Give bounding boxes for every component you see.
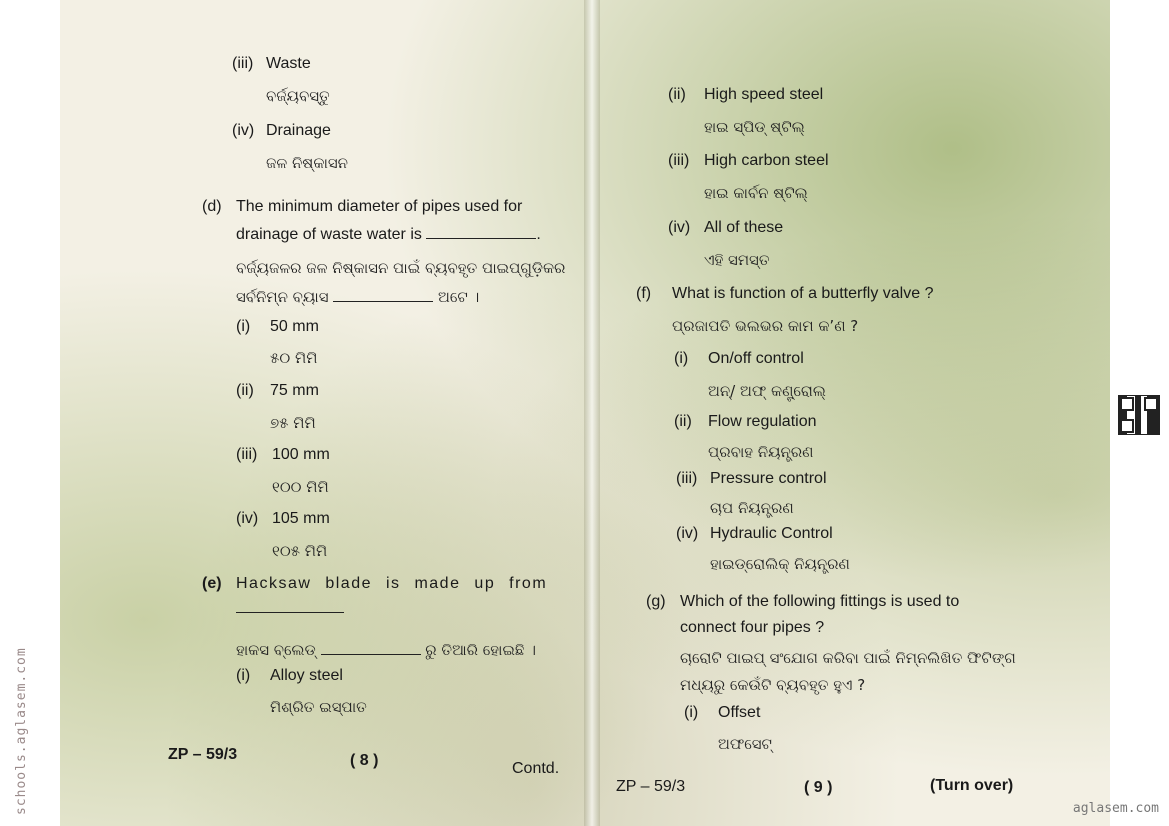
question-text-odia (236, 287, 479, 307)
option-label: (i) (236, 318, 251, 335)
option-label: (iii) (668, 152, 690, 169)
option-text: Offset (718, 704, 761, 721)
question-text: drainage of waste water is . (236, 226, 541, 243)
page-number: ( 8 ) (350, 752, 379, 769)
option-text: Alloy steel (270, 667, 343, 684)
question-text-odia: ଚାରୋଟି ପାଇପ୍ ସଂଯୋଗ କରିବା ପାଇଁ ନିମ୍ନଲିଖିତ ଫିଟିଙ୍ଗ (680, 649, 1016, 667)
answer-blank (321, 654, 421, 655)
option-label: (i) (674, 350, 689, 367)
question-text-odia (236, 640, 536, 660)
option-text-odia: ବର୍ଜ୍ୟବସ୍ତୁ (266, 87, 330, 105)
option-text: On/off control (708, 350, 804, 367)
question-label: (g) (646, 593, 666, 610)
continued-label: Contd. (512, 760, 560, 777)
turn-over-label: (Turn over) (930, 777, 1014, 794)
left-page (60, 0, 586, 826)
option-text: All of these (704, 219, 784, 236)
option-text: Drainage (266, 122, 331, 139)
question-text-odia-part: ଅଟେ । (438, 288, 480, 306)
option-label: (i) (236, 667, 251, 684)
question-text: What is function of a butterfly valve ? (672, 285, 934, 302)
question-label: (f) (636, 285, 652, 302)
option-label: (iii) (676, 470, 698, 487)
page-number: ( 9 ) (804, 779, 833, 796)
option-text-odia: ଜଳ ନିଷ୍କାସନ (266, 154, 348, 172)
option-text: 75 mm (270, 382, 319, 399)
right-page (596, 0, 1110, 826)
answer-blank (426, 238, 536, 239)
option-text: Hydraulic Control (710, 525, 833, 542)
option-text-odia: ଅଫସେଟ୍ (718, 735, 772, 753)
question-text-odia: ବର୍ଜ୍ୟଜଳର ଜଳ ନିଷ୍କାସନ ପାଇଁ ବ୍ୟବହୃତ ପାଇପ୍‌ଗୁଡ଼ିକର (236, 259, 566, 277)
question-text-odia-part: ହାକସ ବ୍ଲେଡ୍ (236, 641, 316, 659)
option-label: (iii) (236, 446, 258, 463)
option-text-odia: ୫୦ ମିମି (270, 349, 318, 367)
option-text-odia: ଏହି ସମସ୍ତ (704, 251, 770, 269)
option-label: (i) (684, 704, 699, 721)
question-text: Hacksaw blade is made up from (236, 575, 548, 592)
question-text-odia: ପ୍ରଜାପତି ଭଲଭର କାମ କ’ଣ ? (672, 317, 859, 335)
question-text-part: drainage of waste water is (236, 226, 422, 243)
option-text: 105 mm (272, 510, 330, 527)
answer-blank (236, 612, 344, 613)
question-label: (e) (202, 575, 222, 592)
option-text-odia: ପ୍ରବାହ ନିୟନ୍ତ୍ରଣ (708, 443, 814, 461)
option-text: Pressure control (710, 470, 827, 487)
question-text-odia-part: ସର୍ବନିମ୍ନ ବ୍ୟାସ (236, 288, 329, 306)
answer-blank (333, 301, 433, 302)
option-label: (iii) (232, 55, 254, 72)
option-text-odia: ହାଇ ସ୍ପିଡ୍ ଷ୍ଟିଲ୍ (704, 118, 805, 136)
option-label: (iv) (232, 122, 255, 139)
option-text-odia: ୭୫ ମିମି (270, 414, 316, 432)
option-text-odia: ହାଇ କାର୍ବନ ଷ୍ଟିଲ୍ (704, 184, 808, 202)
option-text-odia: ୧୦୫ ମିମି (272, 542, 328, 560)
option-text-odia: ଅନ୍/ ଅଫ୍ କଣ୍ଟ୍ରୋଲ୍ (708, 382, 826, 400)
question-text-odia: ମଧ୍ୟରୁ କେଉଁଟି ବ୍ୟବହୃତ ହୁଏ ? (680, 676, 866, 694)
side-watermark: schools.aglasem.com (14, 647, 29, 815)
option-text: High speed steel (704, 86, 824, 103)
option-text-odia: ଚାପ ନିୟନ୍ତ୍ରଣ (710, 499, 794, 517)
option-label: (ii) (668, 86, 686, 103)
option-label: (iv) (236, 510, 259, 527)
option-text: 100 mm (272, 446, 330, 463)
corner-watermark: aglasem.com (1072, 801, 1159, 816)
option-text: Waste (266, 55, 311, 72)
option-text: 50 mm (270, 318, 319, 335)
question-text: connect four pipes ? (680, 619, 825, 636)
option-label: (ii) (674, 413, 692, 430)
option-text-odia: ୧୦୦ ମିମି (272, 478, 329, 496)
question-text: The minimum diameter of pipes used for (236, 198, 523, 215)
question-text: Which of the following fittings is used to (680, 593, 960, 610)
option-label: (iv) (668, 219, 691, 236)
option-text: Flow regulation (708, 413, 817, 430)
paper-code: ZP – 59/3 (168, 746, 238, 763)
question-label: (d) (202, 198, 222, 215)
option-text: High carbon steel (704, 152, 829, 169)
paper-code: ZP – 59/3 (616, 778, 686, 795)
option-label: (iv) (676, 525, 699, 542)
option-label: (ii) (236, 382, 254, 399)
question-text-odia-part: ରୁ ତିଆରି ହୋଇଛି । (425, 641, 536, 659)
qr-code-icon (1118, 395, 1160, 435)
option-text-odia: ହାଇଡ୍ରୋଲିକ୍ ନିୟନ୍ତ୍ରଣ (710, 555, 850, 573)
option-text-odia: ମିଶ୍ରିତ ଇସ୍ପାତ (270, 698, 367, 716)
